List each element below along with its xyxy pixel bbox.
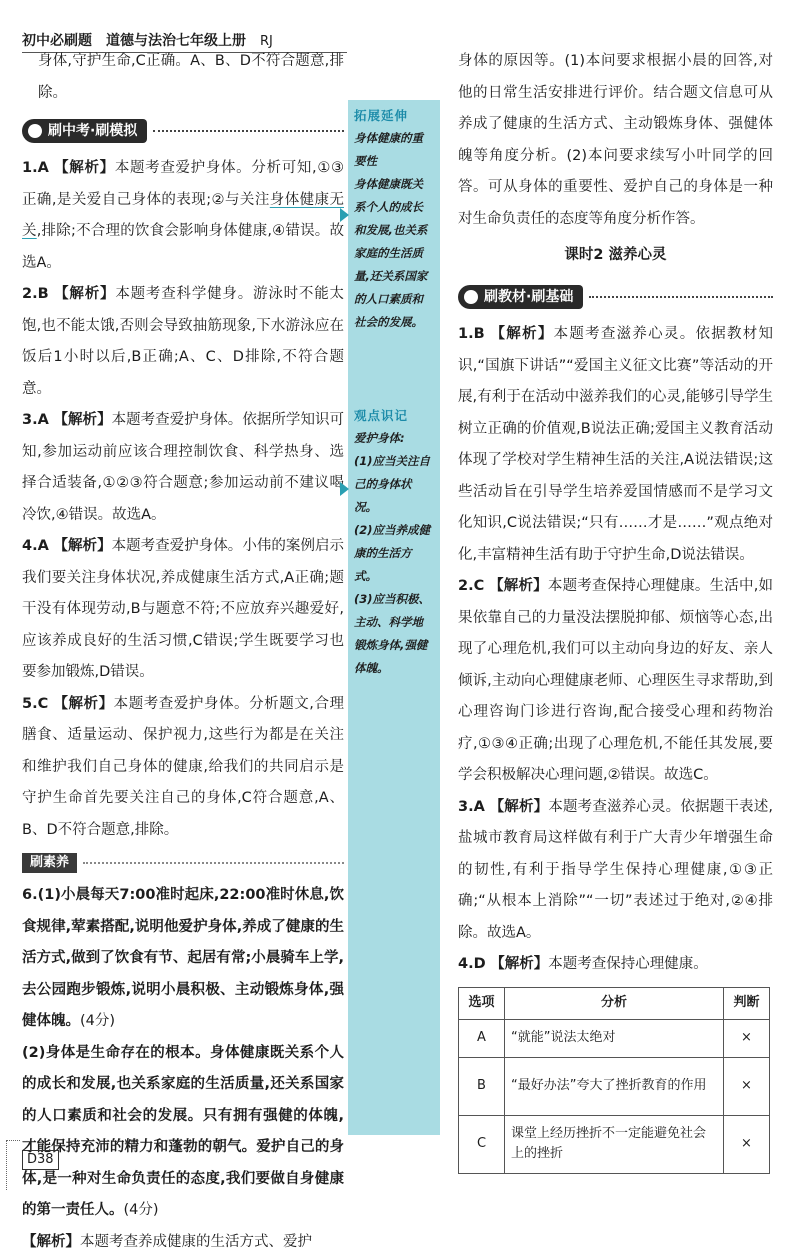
sidebar-item: (2)应当养成健康的生活方式。 xyxy=(354,519,434,588)
question-6-part1 xyxy=(22,880,344,1038)
right-column xyxy=(458,46,773,1174)
question-text: 本题考查滋养心灵。依据教材知识,“国旗下讲话”“爱国主义征文比赛”等活动的开展,有利于在活动中滋养我们的心灵,能够引导学生树立正确的价值观,B说法正确;爱国主义教育活动体现了学校对学生精神生活的关注,A说法错误;这些活动旨在引导学生培养爱国情感而不是学习文化知识,C说法错误;“只有……才是……”观点绝对化,丰富精神生活有助于守护生命,D说法错误。 xyxy=(458,326,773,563)
question-3 xyxy=(458,792,773,950)
question-text: 本题考查保持心理健康。生活中,如果依靠自己的力量没法摆脱抑郁、烦恼等心态,出现了心理危机,我们可以主动向身边的好友、亲人倾诉,主动向心理健康老师、心理医生寻求帮助,到心理咨询门诊进行咨询,配合接受心理和药物治疗,①③④正确;出现了心理危机,不能任其发展,要学会积极解决心理问题,②错误。故选C。 xyxy=(458,578,773,783)
table-cell: B xyxy=(459,1057,505,1115)
answer-letter: A xyxy=(474,799,485,815)
question-text: 本题考查爱护身体。依据所学知识可知,参加运动前应该合理控制饮食、科学热身、选择合适装备,①②③符合题意;参加运动前不建议喝冷饮,④错误。故选A。 xyxy=(22,412,344,523)
score: (4分) xyxy=(80,1013,115,1029)
answer-letter: A xyxy=(38,538,49,554)
question-1 xyxy=(458,319,773,571)
header-edition: RJ xyxy=(260,34,273,49)
table-cell: “就能”说法太绝对 xyxy=(505,1019,724,1057)
answer-letter: C xyxy=(474,578,485,594)
answer-letter: A xyxy=(38,160,49,176)
section-header-suyang xyxy=(22,848,344,878)
sidebar-subtitle: 身体健康的重要性 xyxy=(354,127,434,173)
table-header: 判断 xyxy=(724,987,770,1019)
table-row xyxy=(459,1115,770,1173)
section-header-jiaocai xyxy=(458,279,773,315)
table-cell: A xyxy=(459,1019,505,1057)
analysis-label: 【解析】 xyxy=(53,538,111,554)
page-corner-mark xyxy=(6,1140,20,1190)
sidebar-item: (3)应当积极、主动、科学地锻炼身体,强健体魄。 xyxy=(354,588,434,680)
question-6-analysis xyxy=(22,1227,344,1258)
question-3 xyxy=(22,405,344,531)
right-top-text: 身体的原因等。(1)本问要求根据小晨的回答,对他的日常生活安排进行评价。结合题文信息可从养成了健康的生活方式、主动锻炼身体、强健体魄等角度分析。(2)本问要求续写小叶同学的回答。可从身体的重要性、爱护自己的身体是一种对生命负责任的态度等角度分析作答。 xyxy=(458,46,773,235)
table-header-row xyxy=(459,987,770,1019)
left-top-text: 身体,守护生命,C正确。A、B、D不符合题意,排除。 xyxy=(22,46,344,109)
sidebar-title-extend: 拓展延伸 xyxy=(354,104,434,127)
question-number: 2. xyxy=(22,286,38,302)
answer-text: (2)身体是生命存在的根本。身体健康既关系个人的成长和发展,也关系家庭的生活质量,还关系国家的人口素质和社会的发展。只有拥有强健的体魄,才能保持充沛的精力和蓬勃的朝气。爱护自己的身体,是一种对生命负责任的态度,我们要做自身健康的第一责任人。 xyxy=(22,1045,344,1219)
pencil-icon xyxy=(464,290,478,304)
question-number: 6. xyxy=(22,887,38,903)
sidebar-body: 身体健康既关系个人的成长和发展,也关系家庭的生活质量,还关系国家的人口素质和社会的发展。 xyxy=(354,173,434,334)
score: (4分) xyxy=(124,1202,159,1218)
lesson-title: 课时2 滋养心灵 xyxy=(458,235,773,275)
question-number: 2. xyxy=(458,578,474,594)
analysis-table xyxy=(458,987,770,1174)
table-header: 选项 xyxy=(459,987,505,1019)
question-number: 1. xyxy=(22,160,38,176)
question-text: 本题考查科学健身。游泳时不能太饱,也不能太饿,否则会导致抽筋现象,下水游泳应在饭后1小时以后,B正确;A、C、D排除,不符合题意。 xyxy=(22,286,344,397)
analysis-label: 【解析】 xyxy=(53,412,111,428)
answer-letter: B xyxy=(474,326,485,342)
analysis-label: 【解析】 xyxy=(489,578,548,594)
sidebar-title-points: 观点识记 xyxy=(354,404,434,427)
analysis-label: 【解析】 xyxy=(490,799,549,815)
analysis-label: 【解析】 xyxy=(490,956,548,972)
table-cell: 课堂上经历挫折不一定能避免社会上的挫折 xyxy=(505,1115,724,1173)
table-cell: × xyxy=(724,1057,770,1115)
answer-text: (1)小晨每天7:00准时起床,22:00准时休息,饮食规律,荤素搭配,说明他爱护身体,养成了健康的生活方式,做到了饮食有节、起居有常;小晨骑车上学,去公园跑步锻炼,说明小晨积极、主动锻炼身体,强健体魄。 xyxy=(22,887,344,1029)
analysis-label: 【解析】 xyxy=(54,160,115,176)
analysis-label: 【解析】 xyxy=(22,1234,80,1250)
section-title: 刷中考·刷模拟 xyxy=(48,119,137,143)
sidebar-subtitle: 爱护身体: xyxy=(354,427,434,450)
section-title: 刷教材·刷基础 xyxy=(484,285,573,309)
pencil-icon xyxy=(28,124,42,138)
question-number: 3. xyxy=(22,412,38,428)
question-text: ,排除;不合理的饮食会影响身体健康,④错误。故选A。 xyxy=(22,223,344,271)
table-cell: × xyxy=(724,1115,770,1173)
header-subject: 道德与法治七年级上册 xyxy=(106,33,246,49)
question-number: 4. xyxy=(458,956,474,972)
table-cell: C xyxy=(459,1115,505,1173)
section-title: 刷素养 xyxy=(22,853,77,873)
question-text: 本题考查爱护身体。分析可知,①③正确,是关爱自己身体的表现;②与关注 xyxy=(22,160,344,208)
left-column xyxy=(22,46,344,1258)
underlined-text: 身体健康无关 xyxy=(22,192,344,240)
question-2 xyxy=(22,279,344,405)
table-cell: × xyxy=(724,1019,770,1057)
table-row xyxy=(459,1019,770,1057)
header-book: 初中必刷题 xyxy=(22,33,92,49)
sidebar-item: (1)应当关注自己的身体状况。 xyxy=(354,450,434,519)
analysis-label: 【解析】 xyxy=(491,326,554,342)
question-6-part2 xyxy=(22,1038,344,1227)
question-text: 本题考查保持心理健康。 xyxy=(548,956,708,972)
page-number: D38 xyxy=(22,1150,59,1170)
question-4 xyxy=(22,531,344,689)
question-number: 5. xyxy=(22,696,38,712)
question-2 xyxy=(458,571,773,792)
question-4 xyxy=(458,949,773,981)
question-1 xyxy=(22,153,344,279)
table-row xyxy=(459,1057,770,1115)
analysis-label: 【解析】 xyxy=(54,286,115,302)
question-5 xyxy=(22,689,344,847)
arrow-icon xyxy=(340,482,349,496)
question-text: 本题考查爱护身体。小伟的案例启示我们要关注身体状况,养成健康生活方式,A正确;题干没有体现劳动,B与题意不符;不应放弃兴趣爱好,应该养成良好的生活习惯,C错误;学生既要学习也要参加锻炼,D错误。 xyxy=(22,538,344,680)
question-number: 1. xyxy=(458,326,474,342)
table-header: 分析 xyxy=(505,987,724,1019)
answer-letter: C xyxy=(38,696,49,712)
answer-letter: B xyxy=(38,286,49,302)
analysis-label: 【解析】 xyxy=(53,696,113,712)
dotted-rule xyxy=(83,862,344,864)
dotted-rule xyxy=(153,130,344,132)
question-text: 本题考查滋养心灵。依据题干表述,盐城市教育局这样做有利于广大青少年增强生命的韧性,有利于指导学生保持心理健康,①③正确;“从根本上消除”“一切”表述过于绝对,②④排除。故选A。 xyxy=(458,799,773,941)
question-number: 4. xyxy=(22,538,38,554)
section-header-zhongkao xyxy=(22,113,344,149)
dotted-rule xyxy=(589,296,773,298)
table-cell: “最好办法”夸大了挫折教育的作用 xyxy=(505,1057,724,1115)
sidebar-notes xyxy=(348,100,440,1135)
answer-letter: A xyxy=(38,412,49,428)
question-number: 3. xyxy=(458,799,474,815)
question-text: 本题考查爱护身体。分析题文,合理膳食、适量运动、保护视力,这些行为都是在关注和维护我们自己身体的健康,给我们的共同启示是守护生命首先要关注自己的身体,C符合题意,A、B、D不符合题意,排除。 xyxy=(22,696,344,838)
analysis-text: 本题考查养成健康的生活方式、爱护 xyxy=(80,1234,312,1250)
arrow-icon xyxy=(340,208,349,222)
answer-letter: D xyxy=(474,956,486,972)
